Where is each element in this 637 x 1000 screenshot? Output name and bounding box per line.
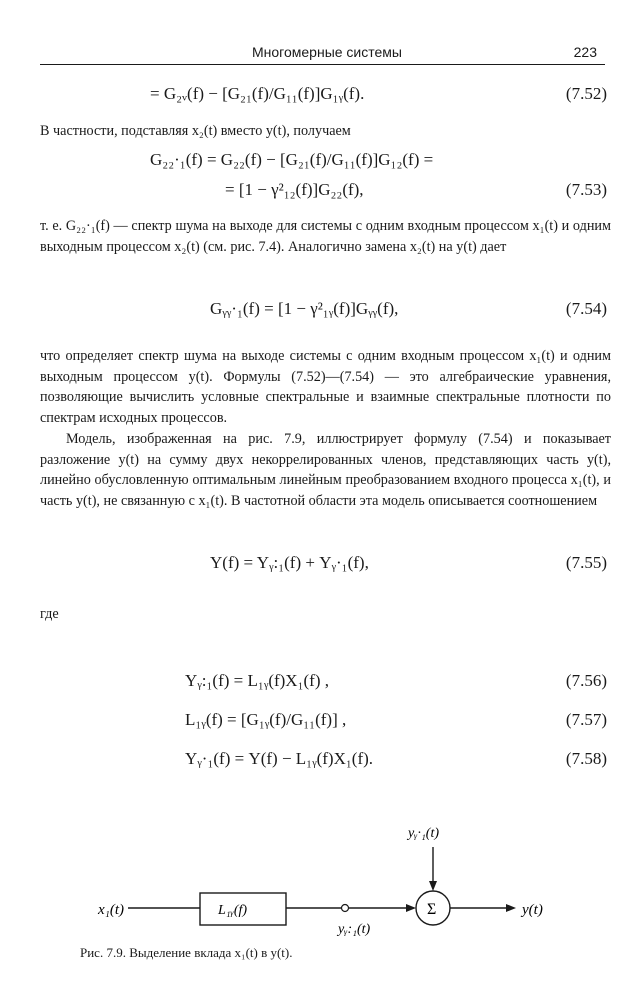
- arrow-to-sum: [406, 904, 416, 912]
- equation-7-54: Gᵧᵧ·₁(f) = [1 − γ²₁ᵧ(f)]Gᵧᵧ(f),: [210, 299, 399, 318]
- equation-number-7-56: (7.56): [565, 671, 607, 690]
- output-label: y(t): [522, 902, 543, 918]
- equation-number-7-54: (7.54): [565, 299, 607, 318]
- equation-number-7-58: (7.58): [565, 749, 607, 768]
- equation-number-7-55: (7.55): [565, 553, 607, 572]
- noise-label: yᵧ·₁(t): [408, 826, 440, 841]
- equation-number-7-52: (7.52): [565, 84, 607, 103]
- paragraph-3: что определяет спектр шума на выходе системы с одним входным процессом x₁(t) и одним выходным процессом y(t). Формулы (7.52)—(7.54) — это алгебраические уравнения, позволяющие вычислить условные спектральные и взаимные спектральные плотности по спектрам исходных процессов.: [40, 348, 611, 426]
- paragraph-4: Модель, изображенная на рис. 7.9, иллюстрирует формулу (7.54) и показывает разложение y(t) на сумму двух некоррелированных членов, представляющих часть y(t), линейно обусловленную оптимальным линейным преобразованием входного процесса x₁(t), и часть y(t), не связанную с x₁(t). В частотной области эта модель описывается соотношением: [40, 431, 611, 509]
- equation-7-56: Yᵧ:₁(f) = L₁ᵧ(f)X₁(f) ,: [185, 671, 329, 690]
- block-diagram-figure-7-9: [0, 815, 637, 945]
- equation-7-58: Yᵧ·₁(f) = Y(f) − L₁ᵧ(f)X₁(f).: [185, 749, 374, 768]
- page-number: 223: [573, 44, 597, 60]
- equation-7-53-line-1: G₂₂·₁(f) = G₂₂(f) − [G₂₁(f)/G₁₁(f)]G₁₂(f) =: [150, 150, 434, 169]
- paragraph-where: где: [40, 606, 59, 622]
- junction-node: [342, 905, 349, 912]
- arrow-noise: [429, 881, 437, 891]
- figure-caption: Рис. 7.9. Выделение вклада x₁(t) в y(t).: [80, 945, 293, 960]
- sum-symbol: Σ: [427, 901, 437, 918]
- equation-number-7-57: (7.57): [565, 710, 607, 729]
- mid-label: yᵧ:₁(t): [338, 922, 371, 937]
- header-rule: [40, 64, 605, 65]
- equation-7-52: = G₂ᵥ(f) − [G₂₁(f)/G₁₁(f)]G₁ᵧ(f).: [150, 84, 365, 103]
- equation-7-57: L₁ᵧ(f) = [G₁ᵧ(f)/G₁₁(f)] ,: [185, 710, 347, 729]
- paragraph-1: В частности, подставляя x₂(t) вместо y(t), получаем: [40, 123, 351, 139]
- block-label: L₁ᵧ(f): [218, 903, 248, 918]
- arrow-output: [506, 904, 516, 912]
- equation-7-55: Y(f) = Yᵧ:₁(f) + Yᵧ·₁(f),: [210, 553, 369, 572]
- equation-7-53-line-2: = [1 − γ²₁₂(f)]G₂₂(f),: [225, 180, 364, 199]
- equation-number-7-53: (7.53): [565, 180, 607, 199]
- paragraph-2: т. е. G₂₂·₁(f) — спектр шума на выходе для системы с одним входным процессом x₁(t) и одним выходным процессом x₂(t) (см. рис. 7.4). Аналогично замена x₂(t) на y(t) дает: [40, 218, 611, 255]
- running-header: [40, 44, 605, 64]
- input-label: x₁(t): [98, 902, 125, 918]
- header-title: Многомерные системы: [252, 44, 402, 60]
